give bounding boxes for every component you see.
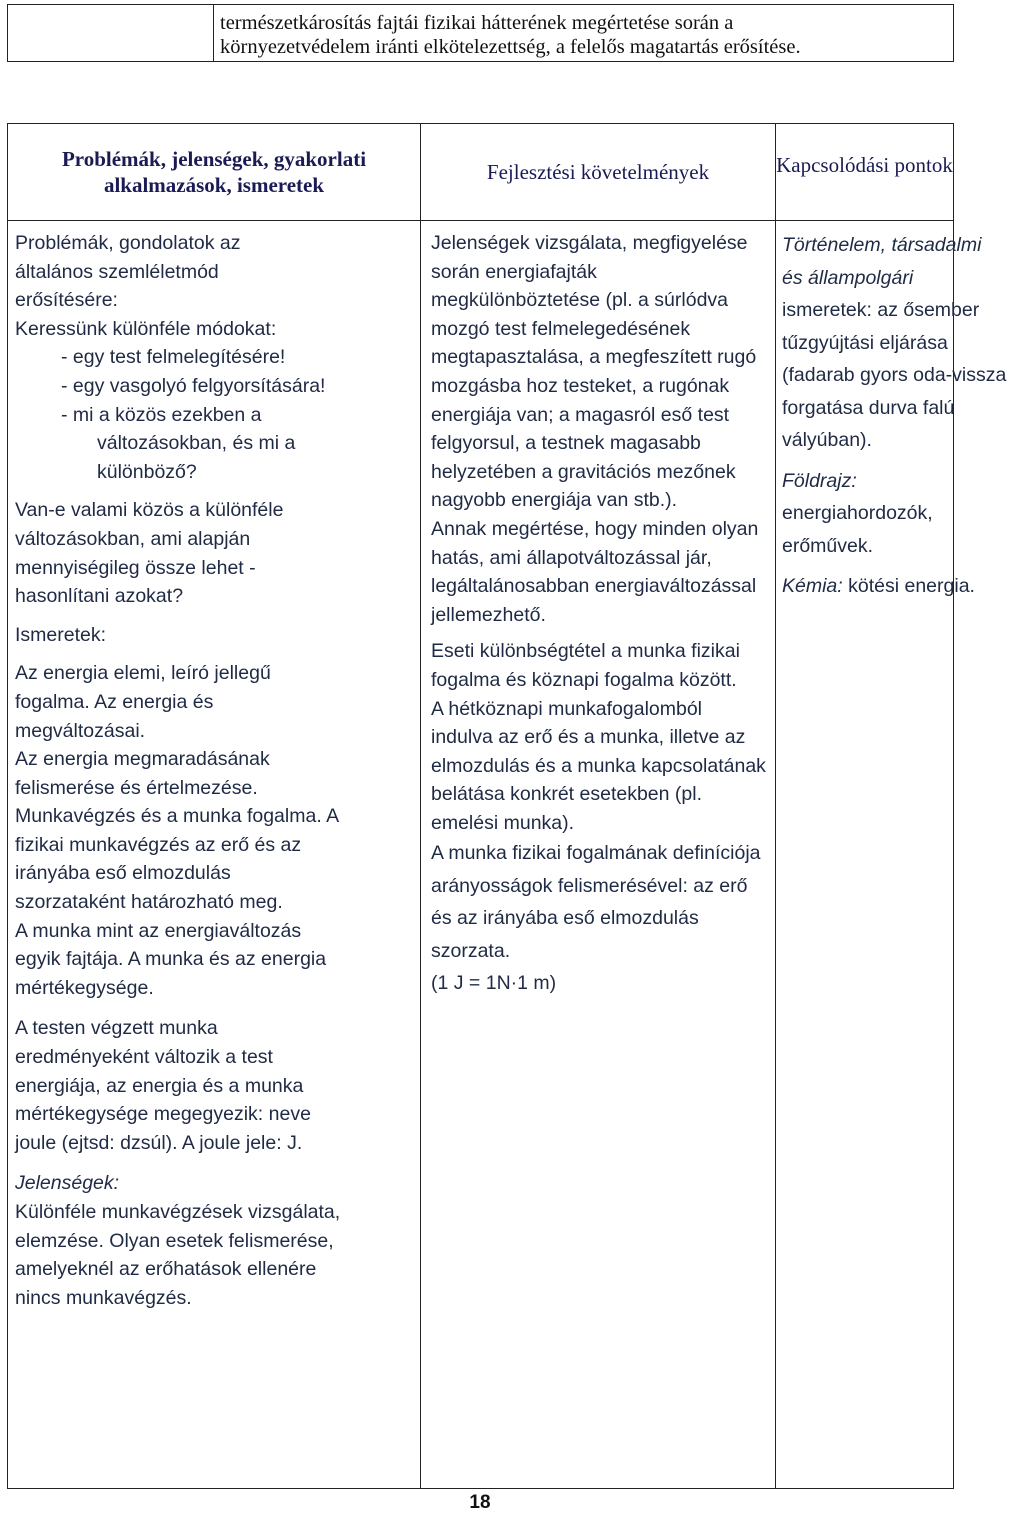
tortenelem-label: Történelem, társadalmi és állampolgári bbox=[782, 234, 982, 289]
intro-line: Problémák, gondolatok az bbox=[15, 232, 241, 254]
req-para5: A munka fizikai fogalmának definíciója arányosságok felismerésével: az erő és az irányába eső elmozdulás szorzata. bbox=[431, 842, 761, 962]
intro-line: Keressünk különféle módokat: bbox=[15, 317, 277, 340]
content-row bbox=[8, 221, 954, 1489]
header-connections-label: Kapcsolódási pontok bbox=[776, 153, 953, 177]
bullet-item: - mi a közös ezekben a változásokban, és mi a különböző? bbox=[61, 403, 296, 483]
top-empty-cell bbox=[8, 5, 214, 62]
joule-para: A testen végzett munka eredményeként változik a test energiája, az energia és a munka mértékegysége megegyezik: neve joule (ejtsd: dzsúl). A joule jele: J. bbox=[15, 1017, 311, 1154]
top-text-line1: természetkárosítás fajtái fizikai hátterének megértetése során a bbox=[220, 12, 734, 34]
top-text-line2: környezetvédelem iránti elkötelezettség, a felelős magatartás erősítése. bbox=[220, 36, 801, 58]
ismeretek-para: A munka mint az energiaváltozás egyik fajtája. A munka és az energia mértékegysége. bbox=[15, 919, 327, 999]
header-row bbox=[8, 124, 954, 221]
req-formula: (1 J = 1N·1 m) bbox=[431, 972, 557, 995]
req-para2: Annak megértése, hogy minden olyan hatás, ami állapotváltozással jár, legáltalánosabban energiaváltozással jellemezhető. bbox=[431, 517, 759, 626]
header-connections bbox=[776, 124, 954, 221]
ismeretek-block bbox=[15, 659, 345, 1002]
kemia-text: kötési energia. bbox=[848, 575, 975, 597]
tortenelem-text: ismeretek: az ősember tűzgyújtási eljárása (fadarab gyors oda-vissza forgatása durva falú vályúban). bbox=[782, 299, 1007, 451]
jelensegek-label: Jelenségek: bbox=[15, 1172, 120, 1195]
ismeretek-para: Az energia megmaradásának felismerése és értelmezése. bbox=[15, 748, 270, 799]
kemia-block bbox=[782, 570, 982, 603]
bullet-item: - egy vasgolyó felgyorsítására! bbox=[61, 374, 326, 397]
foldrajz-text: energiahordozók, erőművek. bbox=[782, 502, 933, 557]
page-number: 18 bbox=[469, 1492, 491, 1513]
requirements-cell bbox=[421, 221, 776, 1489]
foldrajz-label: Földrajz: bbox=[782, 469, 857, 492]
header-problems: Problémák, jelenségek, gyakorlati alkalmazások, ismeretek bbox=[8, 124, 421, 221]
ismeretek-para: Az energia elemi, leíró jellegű fogalma. Az energia és megváltozásai. bbox=[15, 662, 271, 742]
top-table bbox=[7, 4, 954, 62]
ismeretek-label: Ismeretek: bbox=[15, 623, 107, 646]
intro-line: erősítésére: bbox=[15, 289, 118, 312]
problems-cell bbox=[8, 221, 421, 1489]
req-para4: A hétköznapi munkafogalomból indulva az erő és a munka, illetve az elmozdulás és a munka kapcsolatának belátása konkrét esetekben (pl. emelési munka). bbox=[431, 697, 766, 834]
curriculum-table bbox=[7, 123, 1007, 1489]
ismeretek-para: Munkavégzés és a munka fogalma. A fizikai munkavégzés az erő és az irányába eső elmozdulás szorzataként határozható meg. bbox=[15, 805, 339, 914]
jelensegek-text: Különféle munkavégzések vizsgálata, elemzése. Olyan esetek felismerése, amelyeknél az erőhatások ellenére nincs munkavégzés. bbox=[15, 1201, 341, 1309]
intro-line: általános szemléletmód bbox=[15, 260, 219, 283]
req-para3: Eseti különbségtétel a munka fizikai fogalma és köznapi fogalma között. bbox=[431, 640, 740, 691]
kemia-label: Kémia: bbox=[782, 575, 843, 597]
top-text-cell bbox=[214, 5, 954, 62]
bullet-item: - egy test felmelegítésére! bbox=[61, 346, 286, 369]
intro-block bbox=[15, 229, 420, 486]
header-requirements: Fejlesztési követelmények bbox=[421, 124, 776, 221]
connections-cell bbox=[776, 221, 1007, 1489]
question-text: Van-e valami közös a különféle változásokban, ami alapján mennyiségileg össze lehet - hasonlítani azokat? bbox=[15, 499, 284, 608]
req-para1: Jelenségek vizsgálata, megfigyelése során energiafajták megkülönböztetése (pl. a súrlódva mozgó test felmelegedésének megtapasztalása, a megfeszített rugó mozgásba hoz testeket, a rugónak energiája van; a magasról eső test felgyorsul, a testnek magasabb helyzetében a gravitációs mezőnek nagyobb energiája van stb.). bbox=[431, 232, 757, 512]
